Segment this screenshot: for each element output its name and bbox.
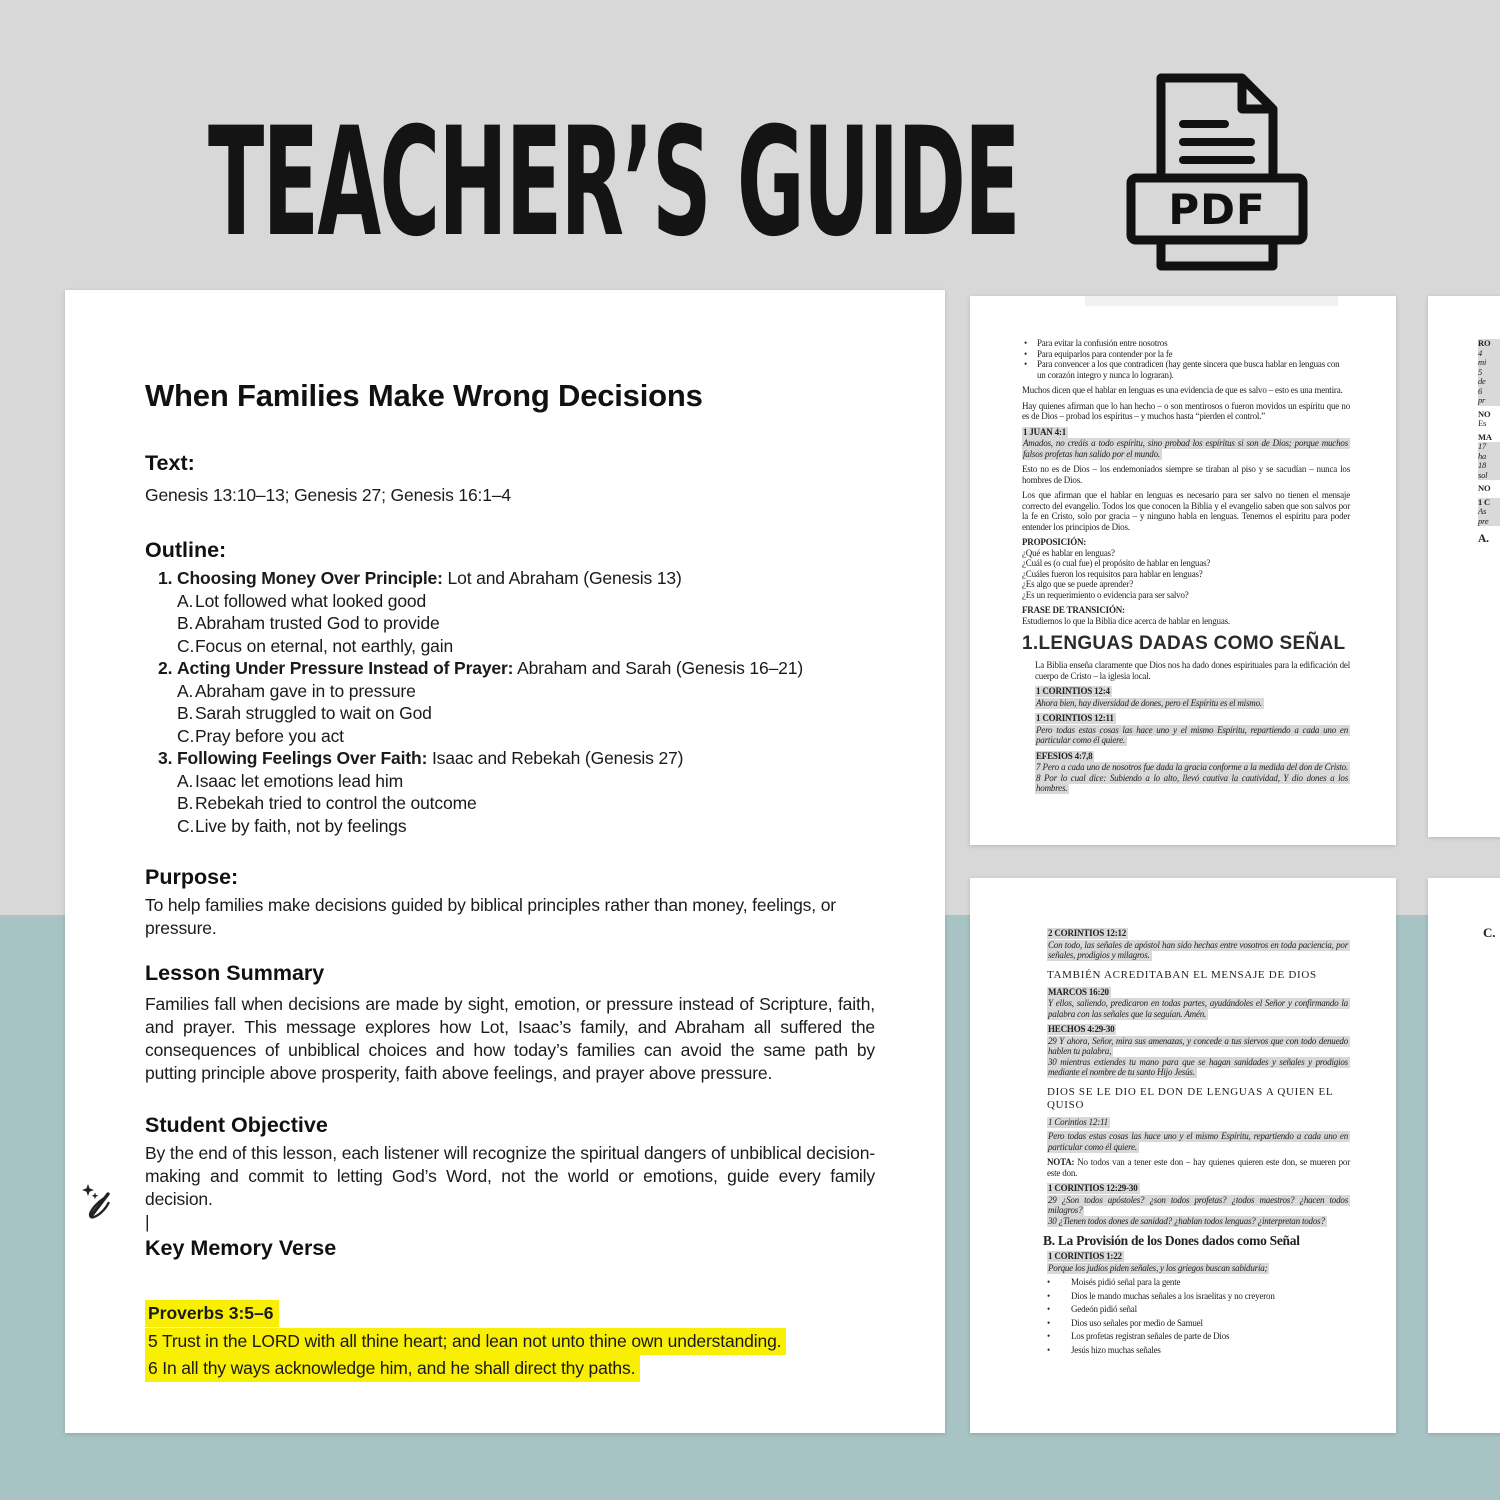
banner-title: TEACHER’S GUIDE — [208, 96, 1019, 270]
lesson-page — [65, 290, 945, 1433]
scripture-block — [1035, 713, 1350, 746]
scripture-label: 1 JUAN 4:1 — [1023, 426, 1066, 437]
spanish-page-1 — [970, 296, 1396, 845]
magic-edit-pencil-icon[interactable] — [80, 1182, 120, 1222]
bullet-dot: • — [1024, 348, 1027, 359]
outline-subitem — [145, 792, 875, 815]
verse-line — [145, 1355, 875, 1382]
outline-subitem — [145, 680, 875, 703]
frase-heading: FRASE DE TRANSICIÓN: — [1022, 605, 1125, 615]
scripture-label: 1 CORINTIOS 12:29-30 — [1048, 1183, 1138, 1193]
scripture-block — [1035, 686, 1350, 708]
outline-heading: Outline: — [145, 538, 227, 562]
fragment-line: As — [1478, 507, 1500, 517]
outline-subitem — [145, 612, 875, 635]
outline-point-rest: Abraham and Sarah (Genesis 16–21) — [513, 658, 803, 678]
fragment-line: NO — [1478, 483, 1491, 493]
proposicion-line: ¿Cuáles fueron los requisitos para hablar en lenguas? — [1022, 568, 1203, 579]
fragment-line: 17 — [1478, 442, 1500, 452]
frase-block — [1022, 605, 1350, 626]
outline-number: 2. — [158, 658, 173, 678]
student-objective-text: By the end of this lesson, each listener will recognize the spiritual dangers of unbiblical decision-making and commit to letting God’s Word, not the world or emotions, guide every family decision. — [145, 1143, 875, 1209]
fragment-line: Es — [1478, 418, 1487, 428]
outline-letter: C. — [177, 635, 195, 656]
paragraph: Esto no es de Dios – los endemoniados siempre se tiraban al piso y se sacudían – nunca los hombres de Dios. — [1022, 464, 1350, 485]
outline-point-rest: Isaac and Rebekah (Genesis 27) — [427, 748, 684, 768]
bullet-item — [1047, 1331, 1350, 1342]
verse-line-highlight: 6 In all thy ways acknowledge him, and he shall direct thy paths. — [145, 1355, 640, 1382]
bullet-item — [1047, 1318, 1350, 1329]
text-caret: | — [145, 1212, 150, 1232]
student-objective-heading: Student Objective — [145, 1113, 328, 1137]
outline-letter: A. — [177, 590, 194, 611]
scripture-text: Ahora bien, hay diversidad de dones, pero el Espíritu es el mismo. — [1036, 697, 1262, 708]
purpose-text: To help families make decisions guided by biblical principles rather than money, feelings, or pressure. — [145, 895, 836, 938]
proposicion-line: ¿Qué es hablar en lenguas? — [1022, 547, 1115, 558]
caps-heading: DIOS SE LE DIO EL DON DE LENGUAS A QUIEN EL QUISO — [1047, 1085, 1333, 1111]
fragment-line: 18 — [1478, 461, 1500, 471]
scripture-label: MARCOS 16:20 — [1048, 986, 1109, 997]
outline-item — [145, 567, 875, 590]
outline-subitem — [145, 635, 875, 658]
nota-label: NOTA: — [1047, 1157, 1075, 1167]
bullet-item — [1047, 1277, 1350, 1288]
bullet-dot: • — [1047, 1344, 1050, 1355]
bullet-dot: • — [1047, 1304, 1050, 1314]
bullet-text: Para equiparlos para contender por la fe — [1037, 348, 1173, 359]
proposicion-heading: PROPOSICIÓN: — [1022, 537, 1087, 547]
fragment-line: RO — [1478, 339, 1500, 349]
scripture-text: 29 Y ahora, Señor, mira sus amenazas, y concede a tus siervos que con todo denuedo hablen tu palabra, 30 mientras extiendes tu mano para que se hagan sanidades y señales y prodigios mediante el nombre de tu santo Hijo Jesús. — [1048, 1035, 1348, 1077]
fragment-line: pre — [1478, 517, 1500, 527]
scripture-label: 2 CORINTIOS 12:12 — [1048, 928, 1127, 938]
bullet-dot: • — [1024, 359, 1027, 369]
outline-letter: C. — [177, 725, 195, 746]
bullet-item — [1022, 338, 1350, 349]
edge-page-top — [1428, 296, 1500, 837]
caps-heading: TAMBIÉN ACREDITABAN EL MENSAJE DE DIOS — [1047, 968, 1317, 981]
outline-item — [145, 657, 875, 680]
fragment-line: 1 C — [1478, 498, 1500, 508]
fragment-line: 6 — [1478, 387, 1500, 397]
outline-text — [177, 567, 682, 590]
bullet-text: Para evitar la confusión entre nosotros — [1037, 338, 1168, 348]
scripture-label: EFESIOS 4:7,8 — [1036, 750, 1093, 761]
scripture-block — [1022, 427, 1350, 460]
verse-reference-highlight: Proverbs 3:5–6 — [145, 1300, 279, 1327]
text-references: Genesis 13:10–13; Genesis 27; Genesis 16:1–4 — [145, 485, 512, 505]
memory-verse-block — [145, 1299, 875, 1382]
bullet-text: Moisés pidió señal para la gente — [1071, 1277, 1181, 1287]
fragment-line: C. — [1483, 925, 1496, 940]
scripture-block — [1047, 1251, 1350, 1273]
bullet-item — [1022, 349, 1350, 360]
outline-item — [145, 747, 875, 770]
outline-subtext: Pray before you act — [195, 725, 344, 746]
text-heading: Text: — [145, 451, 195, 475]
outline-subtext: Abraham trusted God to provide — [195, 613, 440, 633]
fragment-line: ha — [1478, 452, 1500, 462]
section-intro: La Biblia enseña claramente que Dios nos ha dado dones espirituales para la edificación del cuerpo de Cristo – la iglesia local. — [1035, 660, 1350, 681]
outline-letter: A. — [177, 770, 194, 791]
scripture-text: 29 ¿Son todos apóstoles? ¿son todos profetas? ¿todos maestros? ¿hacen todos milagros? 30 ¿Tienen todos dones de sanidad? ¿hablan todos lenguas? ¿interpretan todos? — [1048, 1194, 1348, 1226]
bullet-dot: • — [1047, 1331, 1050, 1341]
scripture-text: 7 Pero a cada uno de nosotros fue dada la gracia conforme a la medida del don de Cristo. 8 Por lo cual dice: Subiendo a lo alto, llevó cautiva la cautividad, Y dio dones a los hombres. — [1036, 762, 1348, 793]
outline-text — [177, 657, 803, 680]
scripture-text: Con todo, las señales de apóstol han sido hechas entre vosotros en toda paciencia, por señales, prodigios y milagros. — [1048, 939, 1348, 960]
paragraph: Hay quienes afirman que lo han hecho – o son mentirosos o fueron movidos un espíritu que no es de Dios – probad los espíritus – y muchos hasta “pierden el control.” — [1022, 400, 1350, 421]
scripture-label: 1 CORINTIOS 1:22 — [1048, 1251, 1122, 1261]
outline-letter: B. — [177, 793, 194, 813]
bullet-dot: • — [1047, 1277, 1050, 1287]
scripture-text: Pero todas estas cosas las hace uno y el mismo Espíritu, repartiendo a cada uno en particular como él quiere. — [1048, 1131, 1348, 1152]
proposicion-line: ¿Cuál es (o cual fue) el propósito de hablar en lenguas? — [1022, 558, 1211, 568]
page-top-artifact — [1085, 296, 1338, 306]
bullet-dot: • — [1047, 1317, 1050, 1328]
fragment-line: de — [1478, 377, 1500, 387]
scripture-block — [1047, 1183, 1350, 1226]
section-body — [1035, 660, 1350, 794]
fragment-line: mi — [1478, 358, 1500, 368]
scripture-block — [1047, 1117, 1350, 1153]
bullet-text: Dios uso señales por medio de Samuel — [1071, 1317, 1203, 1328]
bullet-dot: • — [1047, 1290, 1050, 1301]
lesson-summary-text: Families fall when decisions are made by sight, emotion, or pressure instead of Scripture, faith, and prayer. This message explores how Lot, Isaac’s family, and Abraham all suffered the consequences of unbiblical choices and how today’s families can avoid the same path by putting principle above prosperity, faith above feelings, and prayer above pressure. — [145, 994, 875, 1083]
outline-subtext: Lot followed what looked good — [195, 590, 427, 611]
pdf-label: PDF — [1168, 185, 1266, 234]
proposicion-block — [1022, 537, 1350, 600]
bullet-item — [1047, 1345, 1350, 1356]
bullet-text: Jesús hizo muchas señales — [1071, 1344, 1161, 1355]
scripture-block — [1047, 1024, 1350, 1078]
outline-point-rest: Lot and Abraham (Genesis 13) — [442, 568, 682, 588]
key-memory-verse-heading: Key Memory Verse — [145, 1236, 337, 1260]
outline-number: 1. — [158, 568, 173, 588]
bullet-text: Dios le mando muchas señales a los israelitas y no creyeron — [1071, 1290, 1275, 1301]
bullet-text: Gedeón pidió señal — [1071, 1304, 1137, 1314]
signs-bullet-list — [1047, 1277, 1350, 1355]
scripture-label: 1 Corintios 12:11 — [1048, 1116, 1108, 1127]
fragment-line: 5 — [1478, 368, 1500, 378]
outline-subitem — [145, 815, 875, 838]
nota-paragraph — [1047, 1157, 1350, 1178]
spanish-page-2 — [970, 878, 1396, 1433]
scripture-label: HECHOS 4:29-30 — [1048, 1024, 1115, 1034]
fragment-line: A. — [1478, 533, 1489, 545]
scripture-block — [1035, 751, 1350, 794]
outline-subitem — [145, 702, 875, 725]
section-heading: 1.LENGUAS DADAS COMO SEÑAL — [1022, 633, 1346, 654]
outline-subtext: Abraham gave in to pressure — [195, 680, 416, 701]
scripture-block — [1047, 987, 1350, 1020]
paragraph: Muchos dicen que el hablar en lenguas es una evidencia de que es salvo – esto es una mentira. — [1022, 385, 1343, 395]
bullet-item — [1047, 1291, 1350, 1302]
proposicion-line: ¿Es algo que se puede aprender? — [1022, 579, 1133, 589]
outline-point-bold: Choosing Money Over Principle: — [177, 568, 443, 588]
outline-list — [145, 567, 875, 837]
outline-subitem — [145, 725, 875, 748]
fragment-line: NO — [1478, 408, 1491, 419]
scripture-text: Porque los judíos piden señales, y los griegos buscan sabiduría; — [1048, 1262, 1268, 1273]
outline-number: 3. — [158, 748, 173, 768]
outline-subitem — [145, 590, 875, 613]
verse-line — [145, 1328, 875, 1355]
pdf-file-icon — [1126, 72, 1308, 272]
outline-subtext: Isaac let emotions lead him — [195, 770, 404, 791]
outline-letter: B. — [177, 703, 194, 723]
outline-subtext: Rebekah tried to control the outcome — [195, 793, 477, 813]
scripture-label: 1 CORINTIOS 12:11 — [1036, 713, 1114, 723]
scripture-text: Amados, no creáis a todo espíritu, sino probad los espíritus si son de Dios; porque muchos falsos profetas han salido por el mundo. — [1023, 438, 1348, 459]
lesson-title: When Families Make Wrong Decisions — [145, 378, 703, 413]
fragment-line: sol — [1478, 471, 1500, 481]
edge-page-bottom — [1428, 878, 1500, 1433]
outline-text — [177, 747, 683, 770]
fragment-line: pr — [1478, 396, 1500, 406]
fragment-line: 4 — [1478, 349, 1500, 359]
outline-subtext: Sarah struggled to wait on God — [195, 703, 432, 723]
lesson-summary-heading: Lesson Summary — [145, 961, 325, 985]
outline-subtext: Focus on eternal, not earthly, gain — [195, 635, 454, 656]
purpose-heading: Purpose: — [145, 865, 239, 889]
bullet-item — [1022, 359, 1350, 380]
bullet-text: Para convencer a los que contradicen (hay gente sincera que busca hablar en lenguas con un corazón integro y nunca lo lograran). — [1037, 359, 1340, 380]
outline-letter: B. — [177, 613, 194, 633]
scripture-text: Y ellos, saliendo, predicaron en todas partes, ayudándoles el Señor y confirmando la palabra con las señales que la seguían. Amén. — [1048, 998, 1348, 1019]
proposicion-line: ¿Es un requerimiento o evidencia para ser salvo? — [1022, 589, 1189, 600]
fragment-line: MA — [1478, 431, 1492, 442]
outline-subtext: Live by faith, not by feelings — [195, 815, 407, 836]
nota-text: No todos van a tener este don – hay quienes quieren este don, se mueren por este don. — [1047, 1157, 1350, 1178]
outline-letter: A. — [177, 680, 194, 701]
bullet-dot: • — [1024, 338, 1027, 348]
bullet-item — [1047, 1304, 1350, 1315]
outline-point-bold: Following Feelings Over Faith: — [177, 748, 428, 768]
outline-subitem — [145, 770, 875, 793]
verse-reference — [145, 1299, 875, 1328]
outline-point-bold: Acting Under Pressure Instead of Prayer: — [177, 658, 514, 678]
section-b-heading: B. La Provisión de los Dones dados como Señal — [1043, 1233, 1300, 1248]
paragraph: Los que afirman que el hablar en lenguas es necesario para ser salvo no tienen el mensaje correcto del evangelio. Todos los que conocen la Biblia y el evangelio saben que son salvos por la fe en Cristo, solo por gracia – y ninguno habla en lenguas. Tenemos el espíritu para poder entender los principios de Dios. — [1022, 490, 1350, 532]
scripture-text: Pero todas estas cosas las hace uno y el mismo Espíritu, repartiendo a cada uno en particular como él quiere. — [1036, 724, 1348, 745]
outline-letter: C. — [177, 815, 195, 836]
scripture-label: 1 CORINTIOS 12:4 — [1036, 686, 1110, 696]
frase-text: Estudiemos lo que la Biblia dice acerca de hablar en lenguas. — [1022, 615, 1230, 626]
scripture-block — [1047, 928, 1350, 961]
verse-line-highlight: 5 Trust in the LORD with all thine heart; and lean not unto thine own understanding. — [145, 1328, 786, 1355]
bullet-text: Los profetas registran señales de parte de Dios — [1071, 1331, 1230, 1341]
